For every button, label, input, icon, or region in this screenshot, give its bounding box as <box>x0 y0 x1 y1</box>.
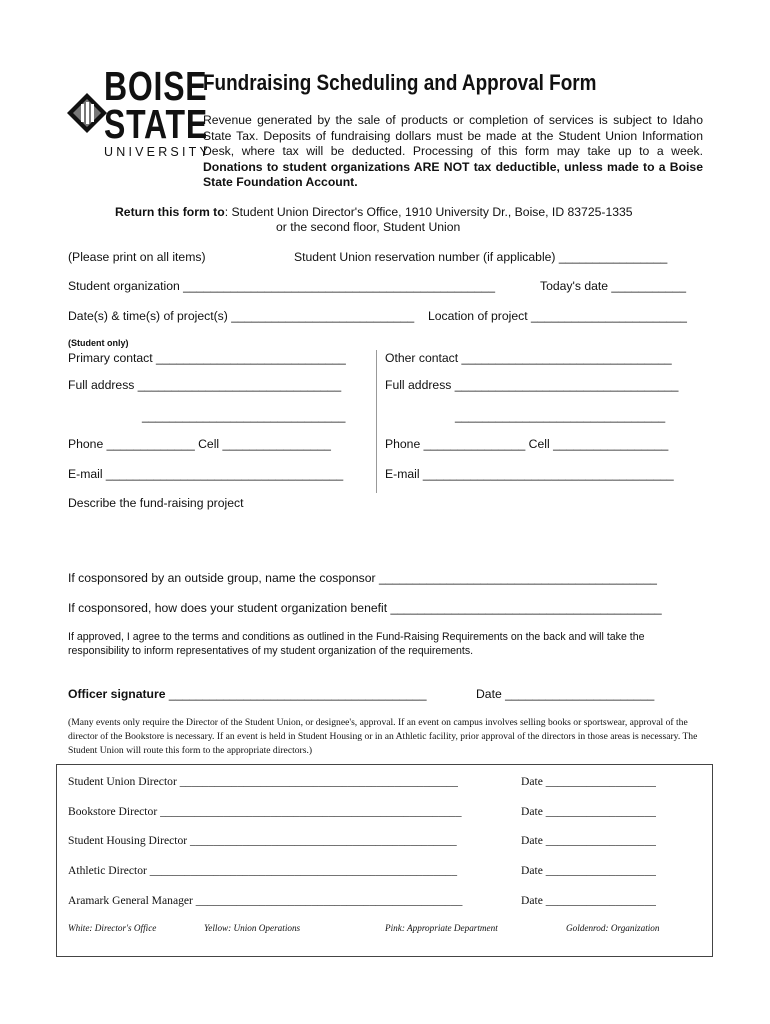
approval-student-housing-director[interactable]: Student Housing Director ______________________________________________ <box>68 834 457 847</box>
project-location-field[interactable]: Location of project _______________________ <box>428 309 687 323</box>
email-left-field[interactable]: E-mail ___________________________________ <box>68 467 344 481</box>
email-right-field[interactable]: E-mail _____________________________________ <box>385 467 674 481</box>
routing-note: (Many events only require the Director of the Student Union, or designee's, approval. If an event on campus involves selling books or sportswear, approval of the director of the Bookstore is necessary. If an event is held in Student Housing or in an Athletic facility, prior approval of the directors in those areas is necessary. The Student Union will route this form to the appropriate directors.) <box>68 717 698 756</box>
approval-date-bookstore[interactable]: Date ___________________ <box>521 805 656 818</box>
officer-signature-label: Officer signature <box>68 687 166 701</box>
signature-date-field[interactable]: Date ______________________ <box>476 687 655 701</box>
approval-date-athletic[interactable]: Date ___________________ <box>521 864 656 877</box>
copy-goldenrod: Goldenrod: Organization <box>566 923 660 933</box>
approval-aramark-manager[interactable]: Aramark General Manager ______________________________________________ <box>68 894 463 907</box>
approval-student-union-director[interactable]: Student Union Director ________________________________________________ <box>68 775 458 788</box>
logo-text-state: STATE <box>104 101 208 147</box>
benefit-field[interactable]: If cosponsored, how does your student organization benefit ________________________________________ <box>68 601 662 615</box>
university-logo <box>104 63 212 159</box>
copy-yellow: Yellow: Union Operations <box>204 923 301 933</box>
student-organization-field[interactable]: Student organization ______________________________________________ <box>68 279 495 293</box>
print-note: (Please print on all items) <box>68 250 206 264</box>
officer-signature-field[interactable] <box>68 687 427 701</box>
full-address-right-field[interactable]: Full address _________________________________ <box>385 378 679 392</box>
approval-bookstore-director[interactable]: Bookstore Director ____________________________________________________ <box>68 805 462 818</box>
cosponsor-field[interactable]: If cosponsored by an outside group, name the cosponsor _________________________________________ <box>68 571 657 585</box>
agreement-text: If approved, I agree to the terms and conditions as outlined in the Fund-Raising Requirements on the back and will take the responsibility to inform representatives of my student organization of the requirements. <box>68 631 645 657</box>
project-description-area[interactable] <box>68 514 708 564</box>
other-contact-field[interactable]: Other contact _______________________________ <box>385 351 672 365</box>
phone-right-field[interactable]: Phone _______________ Cell _________________ <box>385 437 669 451</box>
copy-pink: Pink: Appropriate Department <box>385 923 498 933</box>
return-line-2: or the second floor, Student Union <box>276 220 461 234</box>
tax-notice: Donations to student organizations ARE NOT tax deductible, unless made to a Boise State Foundation Account. <box>203 159 703 190</box>
reservation-number-field[interactable]: Student Union reservation number (if applicable) ________________ <box>294 250 668 264</box>
address-line2-left-field[interactable]: ______________________________ <box>142 409 346 423</box>
form-title: Fundraising Scheduling and Approval Form <box>203 70 597 95</box>
project-description-label: Describe the fund-raising project <box>68 496 244 510</box>
approval-date-housing[interactable]: Date ___________________ <box>521 834 656 847</box>
approval-date-student-union[interactable]: Date ___________________ <box>521 775 656 788</box>
return-label: Return this form to <box>115 205 225 219</box>
logo-text-university: UNIVERSITY <box>104 145 212 159</box>
approval-date-aramark[interactable]: Date ___________________ <box>521 894 656 907</box>
phone-left-field[interactable]: Phone _____________ Cell ________________ <box>68 437 331 451</box>
intro-text: Revenue generated by the sale of products or completion of services is subject to Idaho State Tax. Deposits of fundraising dollars must be made at the Student Union Information Desk, where tax will be deducted. Processing of this form may take up to a week. <box>203 113 703 159</box>
logo-text-boise: BOISE <box>104 63 208 109</box>
approval-athletic-director[interactable]: Athletic Director _____________________________________________________ <box>68 864 458 877</box>
project-dates-field[interactable]: Date(s) & time(s) of project(s) ___________________________ <box>68 309 415 323</box>
primary-contact-field[interactable]: Primary contact ____________________________ <box>68 351 346 365</box>
address-line2-right-field[interactable]: _______________________________ <box>455 409 666 423</box>
full-address-left-field[interactable]: Full address ______________________________ <box>68 378 342 392</box>
copy-white: White: Director's Office <box>68 923 157 933</box>
logo-diamond-icon <box>67 93 107 133</box>
student-only-note: (Student only) <box>68 338 129 348</box>
intro-paragraph <box>203 113 703 191</box>
officer-signature-line: ______________________________________ <box>165 687 427 701</box>
return-address: : Student Union Director's Office, 1910 University Dr., Boise, ID 83725-1335 <box>224 205 633 219</box>
todays-date-field[interactable]: Today's date ___________ <box>540 279 686 293</box>
contact-divider <box>376 350 377 493</box>
return-line <box>115 205 633 219</box>
